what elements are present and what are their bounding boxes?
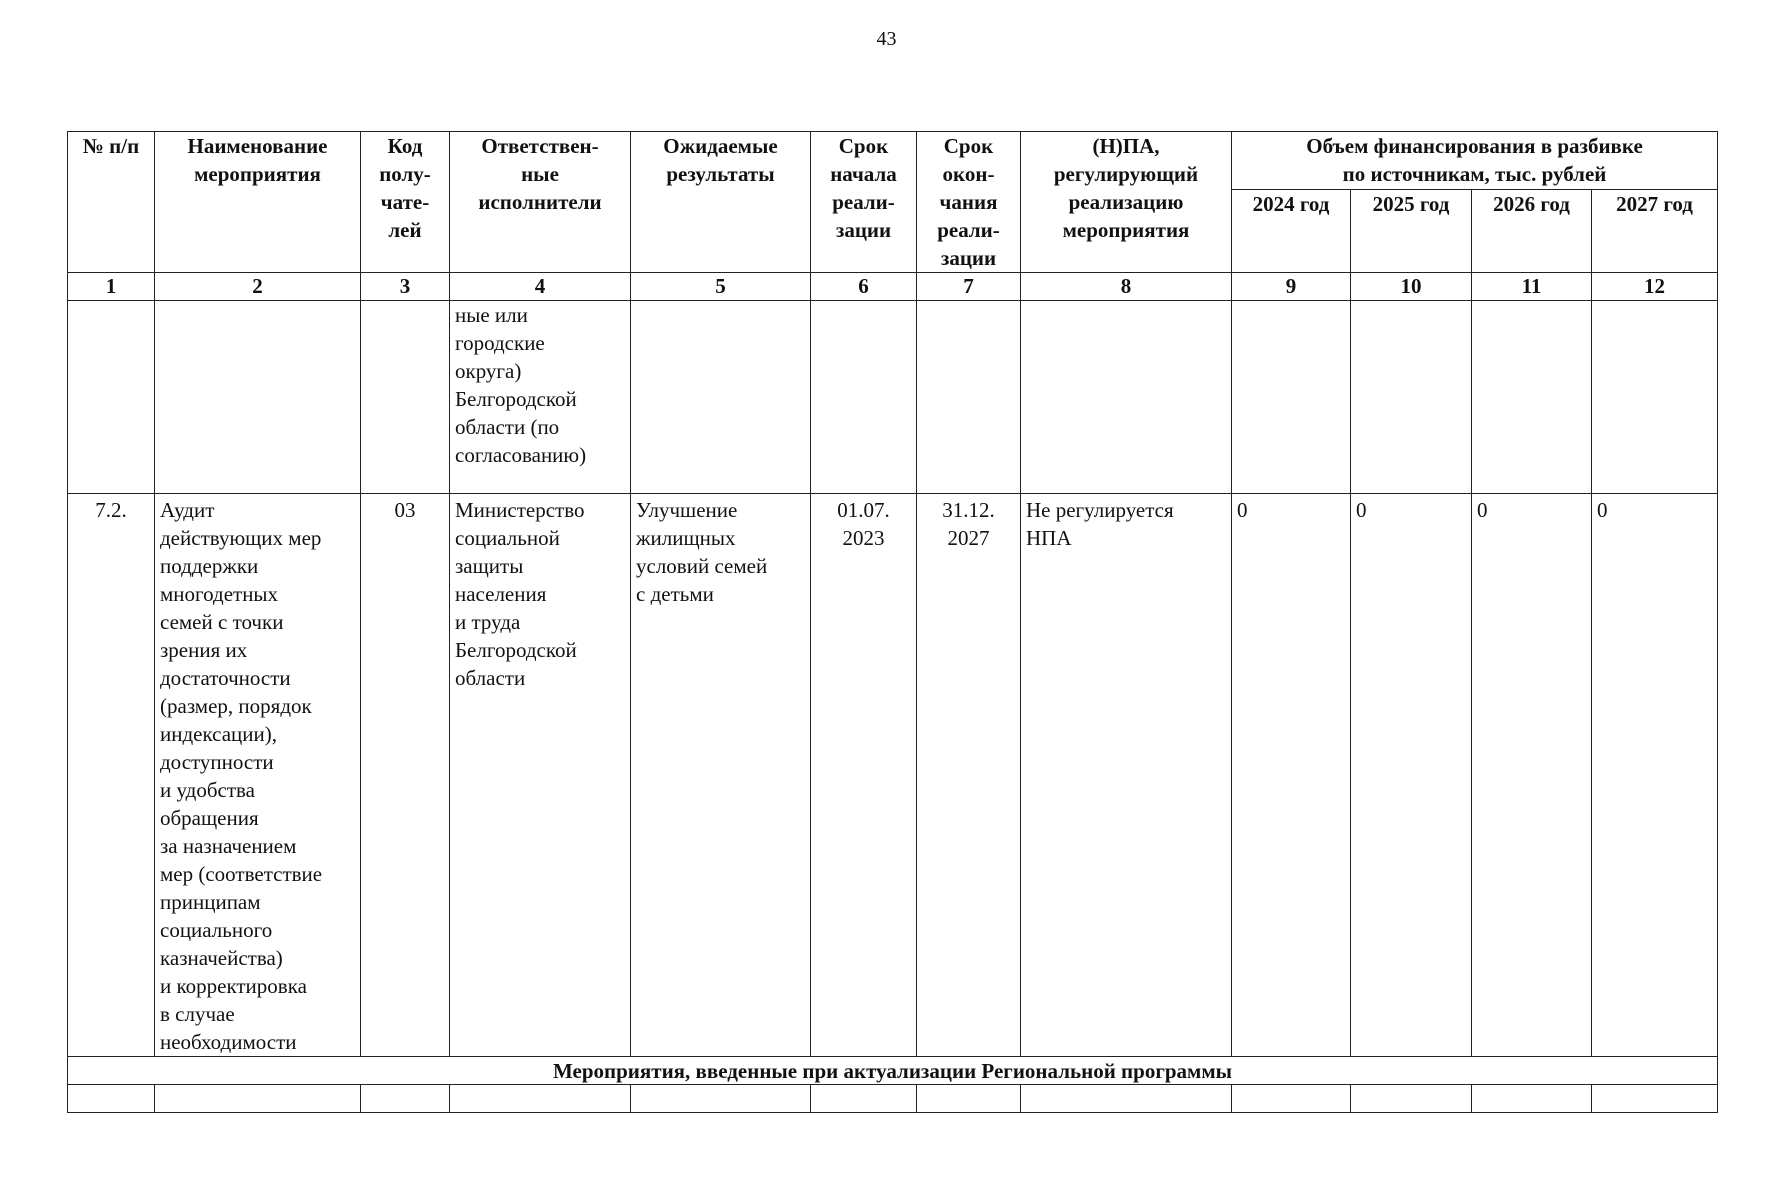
table-cell xyxy=(1021,1085,1232,1113)
table-cell xyxy=(1592,301,1718,494)
table-cell xyxy=(1232,301,1351,494)
recipient-code: 03 xyxy=(361,494,450,1057)
header-num: № п/п xyxy=(68,132,155,273)
table-cell xyxy=(917,301,1021,494)
continuation-responsible: ные или городские округа) Белгородской области (по согласованию) xyxy=(450,301,631,494)
column-number: 6 xyxy=(811,273,917,301)
table-cell xyxy=(1472,1085,1592,1113)
header-responsible: Ответствен- ные исполнители xyxy=(450,132,631,273)
column-number: 1 xyxy=(68,273,155,301)
table-cell xyxy=(1351,301,1472,494)
header-row xyxy=(68,132,1718,190)
end-date: 31.12. 2027 xyxy=(917,494,1021,1057)
table-cell xyxy=(155,1085,361,1113)
column-number: 12 xyxy=(1592,273,1718,301)
header-year-2025: 2025 год xyxy=(1351,190,1472,273)
table-cell xyxy=(68,1085,155,1113)
column-number: 7 xyxy=(917,273,1021,301)
column-number: 11 xyxy=(1472,273,1592,301)
row-number: 7.2. xyxy=(68,494,155,1057)
table-cell xyxy=(811,1085,917,1113)
header-results: Ожидаемые результаты xyxy=(631,132,811,273)
empty-row xyxy=(68,1085,1718,1113)
table-cell xyxy=(1232,1085,1351,1113)
column-number: 5 xyxy=(631,273,811,301)
page-number: 43 xyxy=(876,28,897,50)
continuation-row xyxy=(68,301,1718,494)
table-cell xyxy=(631,1085,811,1113)
table-cell xyxy=(450,1085,631,1113)
responsible-executors: Министерство социальной защиты населения и труда Белгородской области xyxy=(450,494,631,1057)
column-number: 10 xyxy=(1351,273,1472,301)
column-number: 8 xyxy=(1021,273,1232,301)
table-cell xyxy=(1472,301,1592,494)
header-code: Код полу- чате- лей xyxy=(361,132,450,273)
expected-results: Улучшение жилищных условий семей с детьми xyxy=(631,494,811,1057)
table-row xyxy=(68,494,1718,1057)
table-cell xyxy=(68,301,155,494)
header-npa: (Н)ПА, регулирующий реализацию мероприятия xyxy=(1021,132,1232,273)
activity-name: Аудит действующих мер поддержки многодетных семей с точки зрения их достаточности (размер, порядок индексации), доступности и удобства обращения за назначением мер (соответствие принципам социального казначейства) и корректировка в случае необходимости xyxy=(155,494,361,1057)
funding-2024: 0 xyxy=(1232,494,1351,1057)
table-cell xyxy=(361,301,450,494)
header-name: Наименование мероприятия xyxy=(155,132,361,273)
column-number: 4 xyxy=(450,273,631,301)
program-activities-table xyxy=(67,131,1718,1113)
table-cell xyxy=(1351,1085,1472,1113)
table-cell xyxy=(361,1085,450,1113)
table-cell xyxy=(811,301,917,494)
header-funding: Объем финансирования в разбивке по источникам, тыс. рублей xyxy=(1232,132,1718,190)
column-numbers-row xyxy=(68,273,1718,301)
header-year-2024: 2024 год xyxy=(1232,190,1351,273)
table-cell xyxy=(917,1085,1021,1113)
column-number: 2 xyxy=(155,273,361,301)
header-end: Срок окон- чания реали- зации xyxy=(917,132,1021,273)
header-year-2027: 2027 год xyxy=(1592,190,1718,273)
table-cell xyxy=(1021,301,1232,494)
funding-2027: 0 xyxy=(1592,494,1718,1057)
table-cell xyxy=(1592,1085,1718,1113)
column-number: 9 xyxy=(1232,273,1351,301)
section-title: Мероприятия, введенные при актуализации Региональной программы xyxy=(68,1057,1718,1085)
column-number: 3 xyxy=(361,273,450,301)
funding-2026: 0 xyxy=(1472,494,1592,1057)
table-cell xyxy=(155,301,361,494)
section-row xyxy=(68,1057,1718,1085)
start-date: 01.07. 2023 xyxy=(811,494,917,1057)
header-year-2026: 2026 год xyxy=(1472,190,1592,273)
header-start: Срок начала реали- зации xyxy=(811,132,917,273)
npa-regulation: Не регулируется НПА xyxy=(1021,494,1232,1057)
table-cell xyxy=(631,301,811,494)
funding-2025: 0 xyxy=(1351,494,1472,1057)
